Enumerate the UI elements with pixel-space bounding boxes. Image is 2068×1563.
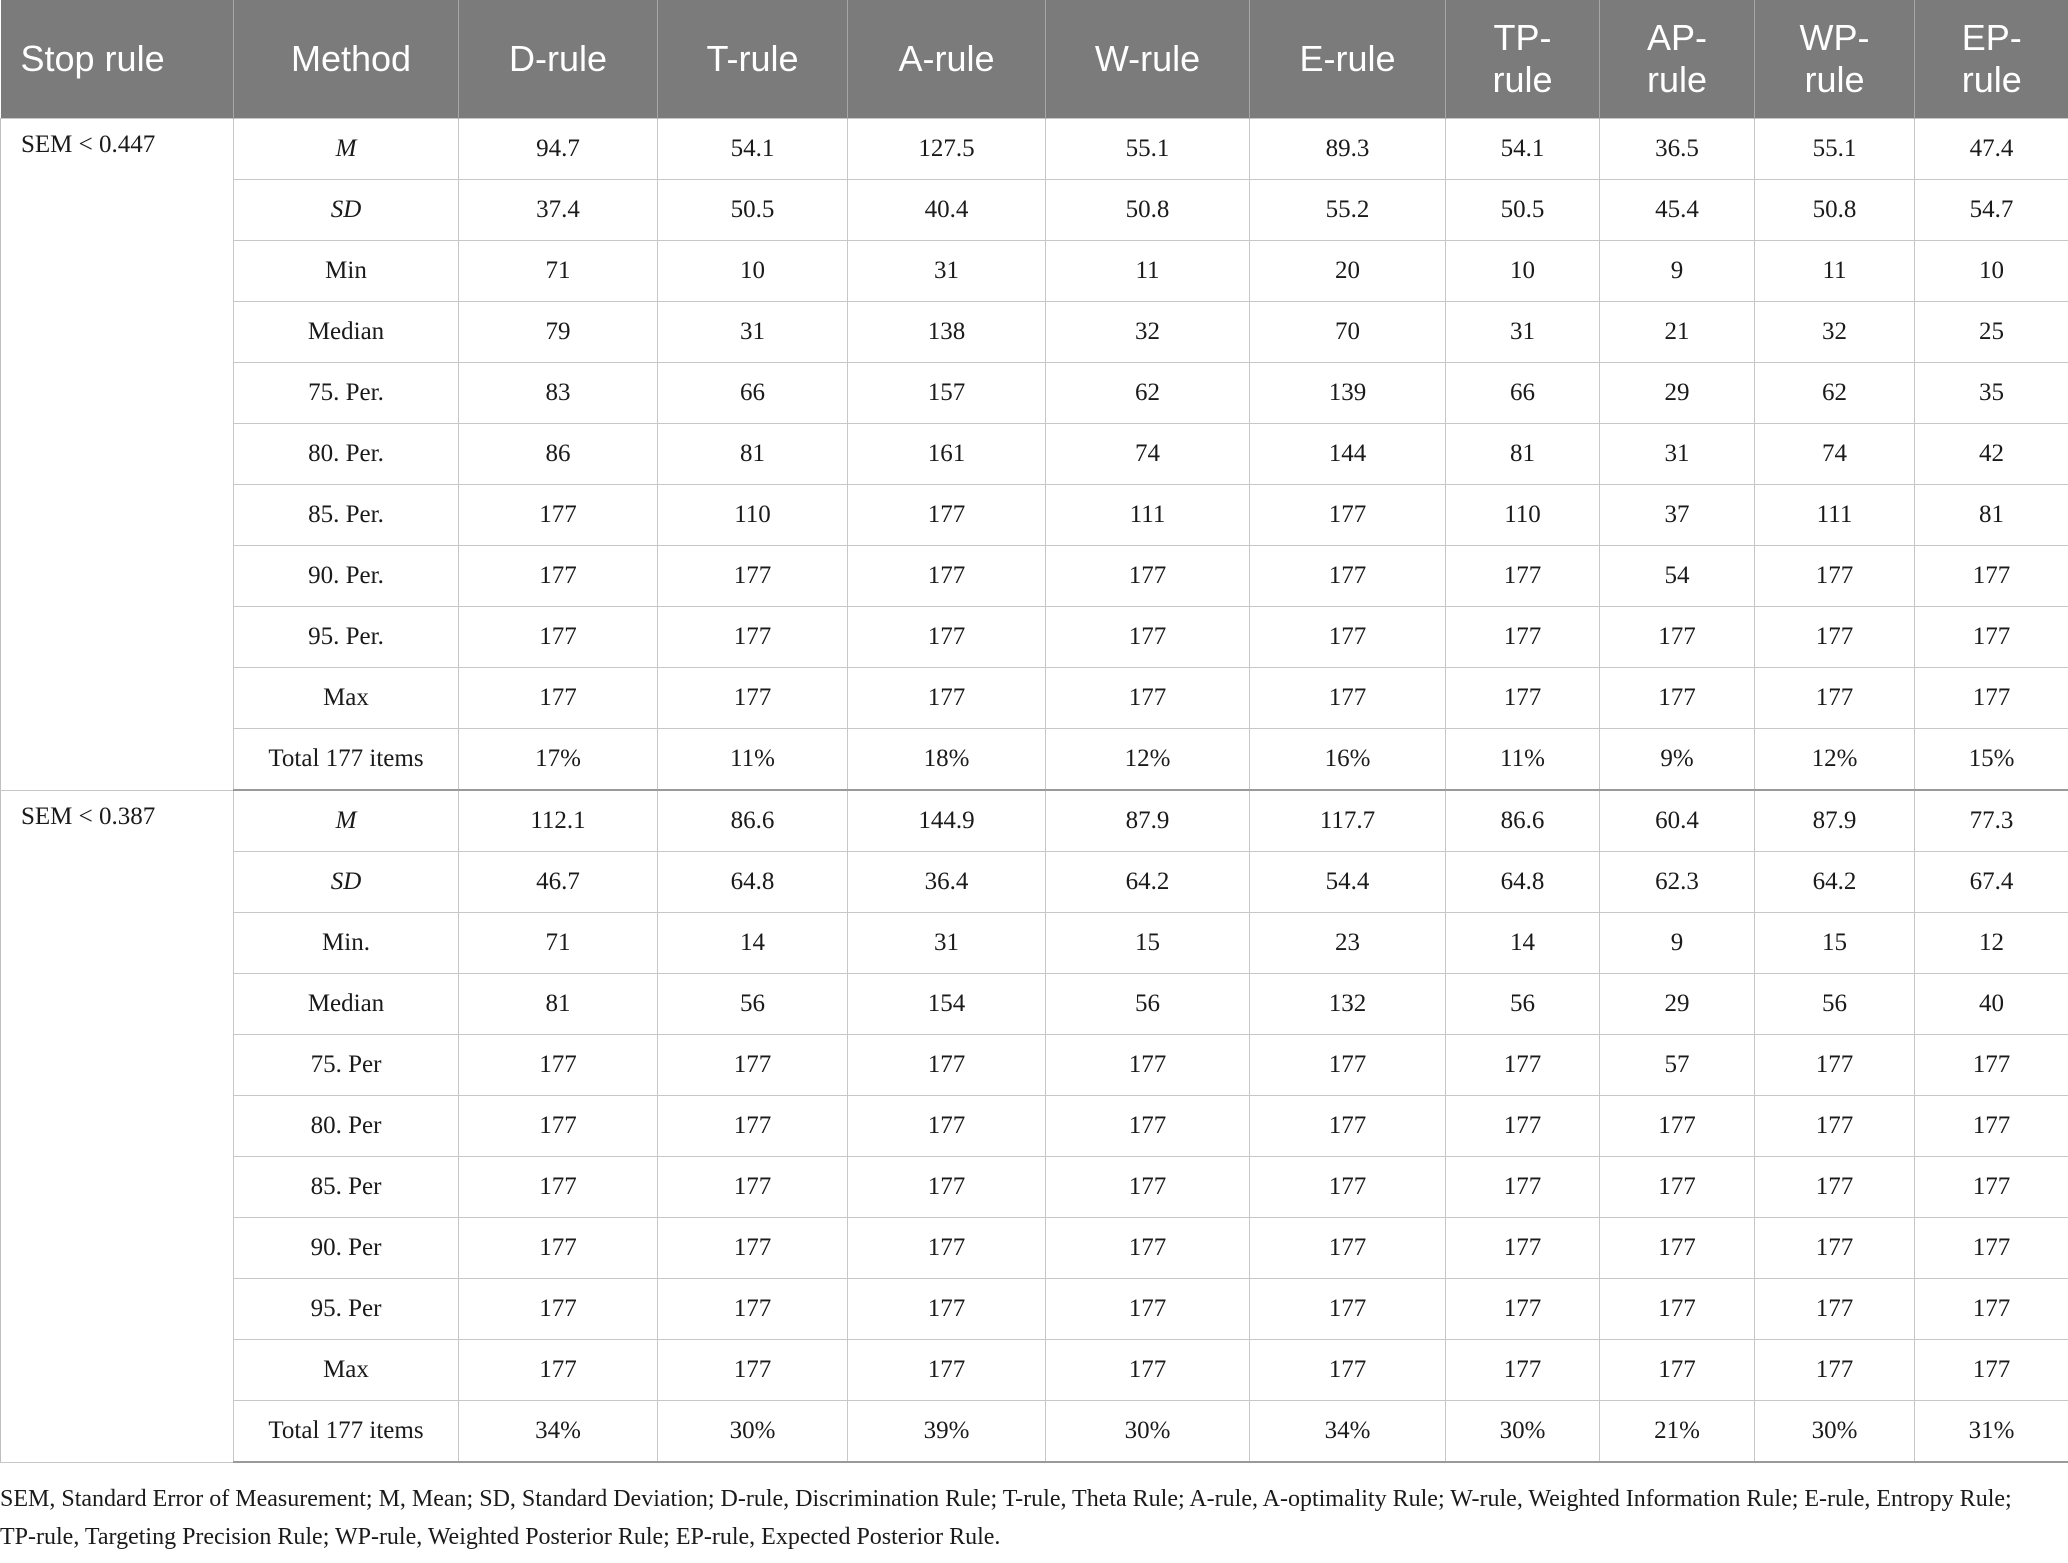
value-cell: 50.8 xyxy=(1046,180,1250,241)
value-cell: 20 xyxy=(1250,241,1446,302)
table-row xyxy=(1,1096,2068,1157)
value-cell: 177 xyxy=(1600,1279,1755,1340)
value-cell: 177 xyxy=(658,1218,848,1279)
value-cell: 177 xyxy=(1755,1340,1915,1401)
value-cell: 177 xyxy=(1915,607,2068,668)
value-cell: 110 xyxy=(658,485,848,546)
value-cell: 31 xyxy=(848,913,1046,974)
value-cell: 177 xyxy=(1755,1035,1915,1096)
value-cell: 177 xyxy=(1755,1157,1915,1218)
value-cell: 177 xyxy=(1446,1157,1600,1218)
value-cell: 87.9 xyxy=(1755,790,1915,852)
value-cell: 94.7 xyxy=(459,119,658,180)
value-cell: 111 xyxy=(1046,485,1250,546)
value-cell: 177 xyxy=(459,1279,658,1340)
stop-rule-cell: SEM < 0.387 xyxy=(1,790,234,1462)
value-cell: 177 xyxy=(1046,607,1250,668)
value-cell: 56 xyxy=(1446,974,1600,1035)
value-cell: 14 xyxy=(1446,913,1600,974)
value-cell: 81 xyxy=(459,974,658,1035)
value-cell: 177 xyxy=(848,1279,1046,1340)
table-row xyxy=(1,1340,2068,1401)
value-cell: 161 xyxy=(848,424,1046,485)
value-cell: 127.5 xyxy=(848,119,1046,180)
value-cell: 31 xyxy=(658,302,848,363)
value-cell: 11% xyxy=(1446,729,1600,791)
method-cell: SD xyxy=(234,180,459,241)
value-cell: 56 xyxy=(658,974,848,1035)
value-cell: 30% xyxy=(1755,1401,1915,1463)
value-cell: 23 xyxy=(1250,913,1446,974)
value-cell: 54.4 xyxy=(1250,852,1446,913)
value-cell: 57 xyxy=(1600,1035,1755,1096)
value-cell: 50.5 xyxy=(658,180,848,241)
value-cell: 154 xyxy=(848,974,1046,1035)
value-cell: 45.4 xyxy=(1600,180,1755,241)
value-cell: 54.1 xyxy=(1446,119,1600,180)
value-cell: 35 xyxy=(1915,363,2068,424)
value-cell: 30% xyxy=(658,1401,848,1463)
value-cell: 31 xyxy=(1600,424,1755,485)
header-row xyxy=(1,0,2068,119)
value-cell: 177 xyxy=(1446,1218,1600,1279)
value-cell: 177 xyxy=(1250,1035,1446,1096)
value-cell: 177 xyxy=(658,546,848,607)
method-cell: Total 177 items xyxy=(234,1401,459,1463)
value-cell: 66 xyxy=(658,363,848,424)
table-row xyxy=(1,852,2068,913)
value-cell: 34% xyxy=(1250,1401,1446,1463)
value-cell: 55.1 xyxy=(1755,119,1915,180)
value-cell: 64.8 xyxy=(1446,852,1600,913)
value-cell: 29 xyxy=(1600,363,1755,424)
value-cell: 56 xyxy=(1755,974,1915,1035)
value-cell: 74 xyxy=(1046,424,1250,485)
value-cell: 40.4 xyxy=(848,180,1046,241)
value-cell: 177 xyxy=(1600,607,1755,668)
column-header: AP- rule xyxy=(1600,0,1755,119)
method-cell: Min xyxy=(234,241,459,302)
method-cell: Median xyxy=(234,302,459,363)
table-row xyxy=(1,363,2068,424)
value-cell: 177 xyxy=(1600,668,1755,729)
value-cell: 177 xyxy=(658,1096,848,1157)
table-row xyxy=(1,1157,2068,1218)
value-cell: 132 xyxy=(1250,974,1446,1035)
value-cell: 177 xyxy=(1600,1340,1755,1401)
value-cell: 177 xyxy=(1250,485,1446,546)
value-cell: 11 xyxy=(1755,241,1915,302)
table-row xyxy=(1,607,2068,668)
value-cell: 177 xyxy=(459,1340,658,1401)
value-cell: 177 xyxy=(1915,1218,2068,1279)
value-cell: 87.9 xyxy=(1046,790,1250,852)
value-cell: 177 xyxy=(848,485,1046,546)
table-row xyxy=(1,1279,2068,1340)
value-cell: 15% xyxy=(1915,729,2068,791)
value-cell: 177 xyxy=(1915,1096,2068,1157)
value-cell: 177 xyxy=(848,1340,1046,1401)
table-row xyxy=(1,1218,2068,1279)
value-cell: 9 xyxy=(1600,241,1755,302)
method-cell: 95. Per xyxy=(234,1279,459,1340)
value-cell: 177 xyxy=(1915,668,2068,729)
value-cell: 138 xyxy=(848,302,1046,363)
value-cell: 42 xyxy=(1915,424,2068,485)
value-cell: 177 xyxy=(1046,1035,1250,1096)
table-row xyxy=(1,790,2068,852)
value-cell: 177 xyxy=(459,1157,658,1218)
method-cell: Max xyxy=(234,1340,459,1401)
column-header: W-rule xyxy=(1046,0,1250,119)
value-cell: 177 xyxy=(848,607,1046,668)
table-row xyxy=(1,119,2068,180)
method-cell: Median xyxy=(234,974,459,1035)
value-cell: 177 xyxy=(1446,668,1600,729)
value-cell: 66 xyxy=(1446,363,1600,424)
value-cell: 86.6 xyxy=(1446,790,1600,852)
method-cell: Total 177 items xyxy=(234,729,459,791)
method-cell: Max xyxy=(234,668,459,729)
value-cell: 177 xyxy=(658,1279,848,1340)
stop-rule-cell: SEM < 0.447 xyxy=(1,119,234,791)
value-cell: 177 xyxy=(1755,546,1915,607)
value-cell: 177 xyxy=(848,1157,1046,1218)
value-cell: 86.6 xyxy=(658,790,848,852)
value-cell: 177 xyxy=(1600,1157,1755,1218)
value-cell: 56 xyxy=(1046,974,1250,1035)
value-cell: 144 xyxy=(1250,424,1446,485)
value-cell: 37.4 xyxy=(459,180,658,241)
column-header: Method xyxy=(234,0,459,119)
value-cell: 11% xyxy=(658,729,848,791)
method-cell: 85. Per xyxy=(234,1157,459,1218)
value-cell: 177 xyxy=(1250,1279,1446,1340)
value-cell: 10 xyxy=(1915,241,2068,302)
table-row xyxy=(1,241,2068,302)
method-cell: Min. xyxy=(234,913,459,974)
table-footnote: SEM, Standard Error of Measurement; M, Mean; SD, Standard Deviation; D-rule, Discrimination Rule; T-rule, Theta Rule; A-rule, A-optimality Rule; W-rule, Weighted Information Rule; E-rule, Entropy Rule; TP-rule, Targeting Precision Rule; WP-rule, Weighted Posterior Rule; EP-rule, Expected Posterior Rule. xyxy=(0,1486,2012,1550)
value-cell: 14 xyxy=(658,913,848,974)
table-row xyxy=(1,546,2068,607)
value-cell: 71 xyxy=(459,241,658,302)
value-cell: 30% xyxy=(1446,1401,1600,1463)
value-cell: 177 xyxy=(1755,1218,1915,1279)
value-cell: 177 xyxy=(1250,546,1446,607)
value-cell: 177 xyxy=(1250,607,1446,668)
value-cell: 36.4 xyxy=(848,852,1046,913)
method-cell: 80. Per. xyxy=(234,424,459,485)
value-cell: 177 xyxy=(1046,1096,1250,1157)
value-cell: 81 xyxy=(1446,424,1600,485)
value-cell: 81 xyxy=(658,424,848,485)
value-cell: 29 xyxy=(1600,974,1755,1035)
value-cell: 9% xyxy=(1600,729,1755,791)
value-cell: 177 xyxy=(1046,546,1250,607)
value-cell: 177 xyxy=(848,546,1046,607)
column-header: E-rule xyxy=(1250,0,1446,119)
value-cell: 111 xyxy=(1755,485,1915,546)
method-cell: 80. Per xyxy=(234,1096,459,1157)
table-header xyxy=(1,0,2068,119)
value-cell: 177 xyxy=(1915,1279,2068,1340)
value-cell: 15 xyxy=(1046,913,1250,974)
value-cell: 177 xyxy=(658,1340,848,1401)
value-cell: 55.2 xyxy=(1250,180,1446,241)
table-row xyxy=(1,729,2068,791)
value-cell: 177 xyxy=(1046,668,1250,729)
value-cell: 32 xyxy=(1755,302,1915,363)
value-cell: 177 xyxy=(1250,1340,1446,1401)
method-cell: M xyxy=(234,119,459,180)
value-cell: 9 xyxy=(1600,913,1755,974)
table-row xyxy=(1,302,2068,363)
column-header: A-rule xyxy=(848,0,1046,119)
value-cell: 21 xyxy=(1600,302,1755,363)
value-cell: 30% xyxy=(1046,1401,1250,1463)
value-cell: 177 xyxy=(848,1096,1046,1157)
value-cell: 177 xyxy=(658,607,848,668)
value-cell: 139 xyxy=(1250,363,1446,424)
column-header: T-rule xyxy=(658,0,848,119)
column-header: TP- rule xyxy=(1446,0,1600,119)
value-cell: 112.1 xyxy=(459,790,658,852)
value-cell: 177 xyxy=(1600,1218,1755,1279)
value-cell: 177 xyxy=(1446,546,1600,607)
value-cell: 50.5 xyxy=(1446,180,1600,241)
method-cell: SD xyxy=(234,852,459,913)
value-cell: 21% xyxy=(1600,1401,1755,1463)
value-cell: 177 xyxy=(1446,1340,1600,1401)
value-cell: 74 xyxy=(1755,424,1915,485)
value-cell: 144.9 xyxy=(848,790,1046,852)
value-cell: 177 xyxy=(459,485,658,546)
value-cell: 117.7 xyxy=(1250,790,1446,852)
value-cell: 12 xyxy=(1915,913,2068,974)
method-cell: 90. Per xyxy=(234,1218,459,1279)
value-cell: 34% xyxy=(459,1401,658,1463)
value-cell: 177 xyxy=(1250,1096,1446,1157)
value-cell: 62 xyxy=(1046,363,1250,424)
value-cell: 177 xyxy=(1250,668,1446,729)
method-cell: 85. Per. xyxy=(234,485,459,546)
column-header: EP- rule xyxy=(1915,0,2068,119)
value-cell: 177 xyxy=(1600,1096,1755,1157)
value-cell: 67.4 xyxy=(1915,852,2068,913)
value-cell: 177 xyxy=(1046,1157,1250,1218)
value-cell: 177 xyxy=(1915,546,2068,607)
value-cell: 37 xyxy=(1600,485,1755,546)
table-row xyxy=(1,974,2068,1035)
value-cell: 54.7 xyxy=(1915,180,2068,241)
value-cell: 177 xyxy=(459,546,658,607)
value-cell: 62 xyxy=(1755,363,1915,424)
value-cell: 55.1 xyxy=(1046,119,1250,180)
value-cell: 31 xyxy=(848,241,1046,302)
value-cell: 86 xyxy=(459,424,658,485)
method-cell: M xyxy=(234,790,459,852)
value-cell: 36.5 xyxy=(1600,119,1755,180)
value-cell: 64.8 xyxy=(658,852,848,913)
value-cell: 50.8 xyxy=(1755,180,1915,241)
value-cell: 110 xyxy=(1446,485,1600,546)
value-cell: 177 xyxy=(1250,1157,1446,1218)
table-row xyxy=(1,485,2068,546)
value-cell: 177 xyxy=(1046,1340,1250,1401)
value-cell: 177 xyxy=(459,668,658,729)
value-cell: 15 xyxy=(1755,913,1915,974)
value-cell: 177 xyxy=(1446,1279,1600,1340)
column-header: D-rule xyxy=(459,0,658,119)
value-cell: 177 xyxy=(1446,607,1600,668)
value-cell: 60.4 xyxy=(1600,790,1755,852)
value-cell: 71 xyxy=(459,913,658,974)
value-cell: 39% xyxy=(848,1401,1046,1463)
table-body xyxy=(1,119,2068,1463)
value-cell: 157 xyxy=(848,363,1046,424)
value-cell: 177 xyxy=(658,668,848,729)
value-cell: 177 xyxy=(1755,1096,1915,1157)
value-cell: 177 xyxy=(459,1096,658,1157)
value-cell: 16% xyxy=(1250,729,1446,791)
value-cell: 177 xyxy=(1755,607,1915,668)
value-cell: 46.7 xyxy=(459,852,658,913)
value-cell: 32 xyxy=(1046,302,1250,363)
table-row xyxy=(1,424,2068,485)
value-cell: 177 xyxy=(848,1035,1046,1096)
value-cell: 177 xyxy=(848,1218,1046,1279)
value-cell: 177 xyxy=(658,1157,848,1218)
value-cell: 70 xyxy=(1250,302,1446,363)
value-cell: 177 xyxy=(1755,1279,1915,1340)
value-cell: 47.4 xyxy=(1915,119,2068,180)
value-cell: 17% xyxy=(459,729,658,791)
method-cell: 75. Per xyxy=(234,1035,459,1096)
value-cell: 12% xyxy=(1755,729,1915,791)
table-row xyxy=(1,913,2068,974)
value-cell: 177 xyxy=(1446,1035,1600,1096)
value-cell: 177 xyxy=(1755,668,1915,729)
table-row xyxy=(1,668,2068,729)
column-header: Stop rule xyxy=(1,0,234,119)
value-cell: 12% xyxy=(1046,729,1250,791)
value-cell: 177 xyxy=(459,1035,658,1096)
value-cell: 81 xyxy=(1915,485,2068,546)
value-cell: 177 xyxy=(1915,1035,2068,1096)
value-cell: 64.2 xyxy=(1046,852,1250,913)
value-cell: 177 xyxy=(848,668,1046,729)
method-cell: 75. Per. xyxy=(234,363,459,424)
value-cell: 177 xyxy=(1915,1340,2068,1401)
value-cell: 10 xyxy=(658,241,848,302)
column-header: WP- rule xyxy=(1755,0,1915,119)
value-cell: 83 xyxy=(459,363,658,424)
value-cell: 89.3 xyxy=(1250,119,1446,180)
value-cell: 18% xyxy=(848,729,1046,791)
value-cell: 177 xyxy=(1446,1096,1600,1157)
value-cell: 177 xyxy=(459,1218,658,1279)
value-cell: 31 xyxy=(1446,302,1600,363)
value-cell: 177 xyxy=(1046,1279,1250,1340)
value-cell: 54.1 xyxy=(658,119,848,180)
value-cell: 62.3 xyxy=(1600,852,1755,913)
value-cell: 64.2 xyxy=(1755,852,1915,913)
value-cell: 11 xyxy=(1046,241,1250,302)
value-cell: 177 xyxy=(459,607,658,668)
value-cell: 177 xyxy=(1046,1218,1250,1279)
table-row xyxy=(1,180,2068,241)
value-cell: 25 xyxy=(1915,302,2068,363)
value-cell: 77.3 xyxy=(1915,790,2068,852)
table-row xyxy=(1,1035,2068,1096)
value-cell: 40 xyxy=(1915,974,2068,1035)
value-cell: 177 xyxy=(1250,1218,1446,1279)
value-cell: 177 xyxy=(1915,1157,2068,1218)
method-cell: 95. Per. xyxy=(234,607,459,668)
value-cell: 79 xyxy=(459,302,658,363)
value-cell: 54 xyxy=(1600,546,1755,607)
value-cell: 31% xyxy=(1915,1401,2068,1463)
value-cell: 10 xyxy=(1446,241,1600,302)
method-cell: 90. Per. xyxy=(234,546,459,607)
table-row xyxy=(1,1401,2068,1463)
value-cell: 177 xyxy=(658,1035,848,1096)
